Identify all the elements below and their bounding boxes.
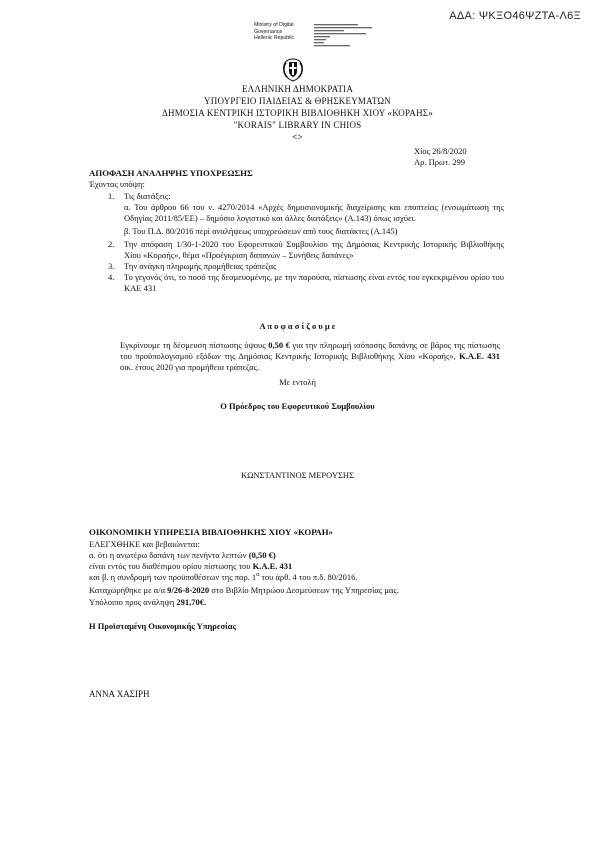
list-text: Τις διατάξεις: bbox=[124, 191, 171, 201]
finance-line-c bbox=[89, 572, 358, 583]
finance-line-b bbox=[89, 561, 292, 572]
signature-org-line: Hellenic Republic bbox=[254, 35, 295, 41]
decision-body-text: για την πληρωμή ισόποσης δαπάνης σε βάρος της πίστωσης του προϋπολογισμού εξόδων της Δημόσιας Κεντρικής Ιστορικής Βιβλιοθήκης Χίου «Κοραής», bbox=[120, 340, 501, 362]
list-item bbox=[108, 191, 504, 202]
signature-details bbox=[314, 22, 376, 60]
list-item bbox=[108, 239, 504, 261]
decision-body bbox=[120, 340, 500, 373]
signer-title: Ο Πρόεδρος του Εφορευτικού Συμβουλίου bbox=[220, 401, 375, 411]
considerations-list bbox=[108, 191, 504, 294]
finance-amount: (0,50 €) bbox=[248, 550, 276, 560]
decide-heading: Α π ο φ α σ ί ζ ο υ μ ε bbox=[259, 321, 336, 331]
finance-line-text: α. ότι η ανωτέρω δαπάνη των πενήντα λεπτών bbox=[89, 550, 249, 560]
finance-ref: 9/26-8-2020 bbox=[167, 585, 210, 595]
finance-kae: Κ.Α.Ε. 431 bbox=[252, 561, 293, 571]
signature-details-texture bbox=[314, 23, 376, 57]
header-library-gr: ΔΗΜΟΣΙΑ ΚΕΝΤΡΙΚΗ ΙΣΤΟΡΙΚΗ ΒΙΒΛΙΟΘΗΚΗ ΧΙΟΥ «ΚΟΡΑΗΣ» bbox=[162, 108, 433, 118]
header-symbol: <> bbox=[292, 132, 303, 142]
ada-code: ΑΔΑ: ΨΚΞΟ46ΨΖΤΑ-Λ6Ξ bbox=[449, 10, 581, 22]
finance-line-text: είναι εντός του διαθέσιμου ορίου πίστωσης του bbox=[89, 561, 253, 571]
signer-name: ΚΩΝΣΤΑΝΤΙΝΟΣ ΜΕΡΟΥΣΗΣ bbox=[240, 470, 355, 480]
list-number: 4. bbox=[108, 272, 115, 283]
list-text: Την ανάγκη πληρωμής προμήθειας τράπεζας bbox=[124, 261, 277, 272]
finance-line-a bbox=[89, 550, 276, 561]
balance-value: 291,70€. bbox=[176, 597, 207, 607]
decision-intro: Έχοντας υπόψη: bbox=[89, 179, 145, 189]
decision-kae: Κ.Α.Ε. 431 bbox=[459, 351, 501, 362]
finance-checked: ΕΛΕΓΧΘΗΚΕ και βεβαιώνεται: bbox=[89, 539, 200, 549]
list-number: 2. bbox=[108, 239, 115, 250]
protocol-number: Αρ. Πρωτ. 299 bbox=[414, 157, 466, 167]
document-date: Χίος 26/8/2020 bbox=[414, 146, 467, 156]
decision-title: ΑΠΟΦΑΣΗ ΑΝΑΛΗΨΗΣ ΥΠΟΧΡΕΩΣΗΣ bbox=[89, 168, 253, 178]
finance-line-text: στο Βιβλίο Μητρώου Δεσμεύσεων της Υπηρεσίας μας. bbox=[209, 585, 399, 595]
finance-head-name: ΑΝΝΑ ΧΑΣΙΡΗ bbox=[89, 689, 150, 699]
finance-heading: ΟΙΚΟΝΟΜΙΚΗ ΥΠΗΡΕΣΙΑ ΒΙΒΛΙΟΘΗΚΗΣ ΧΙΟΥ «ΚΟΡΑΗ» bbox=[89, 527, 333, 537]
signature-org-line: Governance bbox=[254, 28, 283, 35]
finance-line-text: του άρθ. 4 του π.δ. 80/2016. bbox=[259, 572, 358, 582]
finance-balance bbox=[89, 597, 206, 608]
list-item bbox=[108, 261, 504, 272]
list-text: Το γεγονός ότι, το ποσό της δεσμευομένης, με την παρούσα, πίστωσης είναι εντός του εγκεκριμένου ορίου του ΚΑΕ 431 bbox=[124, 272, 504, 294]
finance-head-title: Η Προϊσταμένη Οικονομικής Υπηρεσίας bbox=[89, 621, 237, 631]
list-text: β. Του Π.Δ. 80/2016 περί αναλήψεως υποχρεώσεων από τους διατάκτες (Α.145) bbox=[124, 226, 398, 237]
balance-label: Υπόλοιπο προς ανάληψη bbox=[89, 597, 177, 607]
header-library-en: "KORAIS" LIBRARY IN CHIOS bbox=[233, 120, 362, 130]
list-item bbox=[108, 226, 504, 237]
by-order: Με εντολή bbox=[279, 377, 316, 387]
finance-line-d bbox=[89, 585, 399, 596]
list-item bbox=[108, 272, 504, 294]
header-country: ΕΛΛΗΝΙΚΗ ΔΗΜΟΚΡΑΤΙΑ bbox=[241, 84, 354, 94]
greek-emblem-icon bbox=[279, 55, 307, 83]
finance-line-text: και β. η συνδρομή των προϋποθέσεων της παρ. 1 bbox=[89, 572, 257, 582]
list-number: 1. bbox=[108, 191, 115, 201]
header-ministry: ΥΠΟΥΡΓΕΙΟ ΠΑΙΔΕΙΑΣ & ΘΡΗΣΚΕΥΜΑΤΩΝ bbox=[204, 96, 391, 106]
decision-amount: 0,50 € bbox=[268, 340, 290, 350]
list-text: α. Του άρθρου 66 του ν. 4270/2014 «Αρχές δημοσιονομικής διαχείρισης και εποπτείας (ενσωμάτωση της Οδηγίας 2011/85/ΕΕ) – δημόσιο λογιστικό και άλλες διατάξεις» (Α.143) όπως ισχύει. bbox=[124, 202, 504, 224]
decision-body-text: οικ. έτους 2020 για προμήθεια τράπεζας. bbox=[120, 362, 260, 373]
finance-superscript: α bbox=[256, 572, 260, 579]
signature-org-line: Ministry of Digital bbox=[254, 22, 294, 28]
decision-body-text: Εγκρίνουμε τη δέσμευση πίστωσης ύψους bbox=[120, 340, 269, 350]
list-number: 3. bbox=[108, 261, 115, 272]
finance-line-text: Καταχωρήθηκε με α/α bbox=[89, 585, 168, 595]
list-item bbox=[108, 202, 504, 224]
list-text: Την απόφαση 1/30-1-2020 του Εφορευτικού Συμβουλίου της Δημόσιας Κεντρικής Ιστορικής Βιβλιοθήκης Χίου «Κοραής», θέμα «Προέγκριση δαπανών – Συνήθεις δαπάνες» bbox=[124, 239, 504, 261]
